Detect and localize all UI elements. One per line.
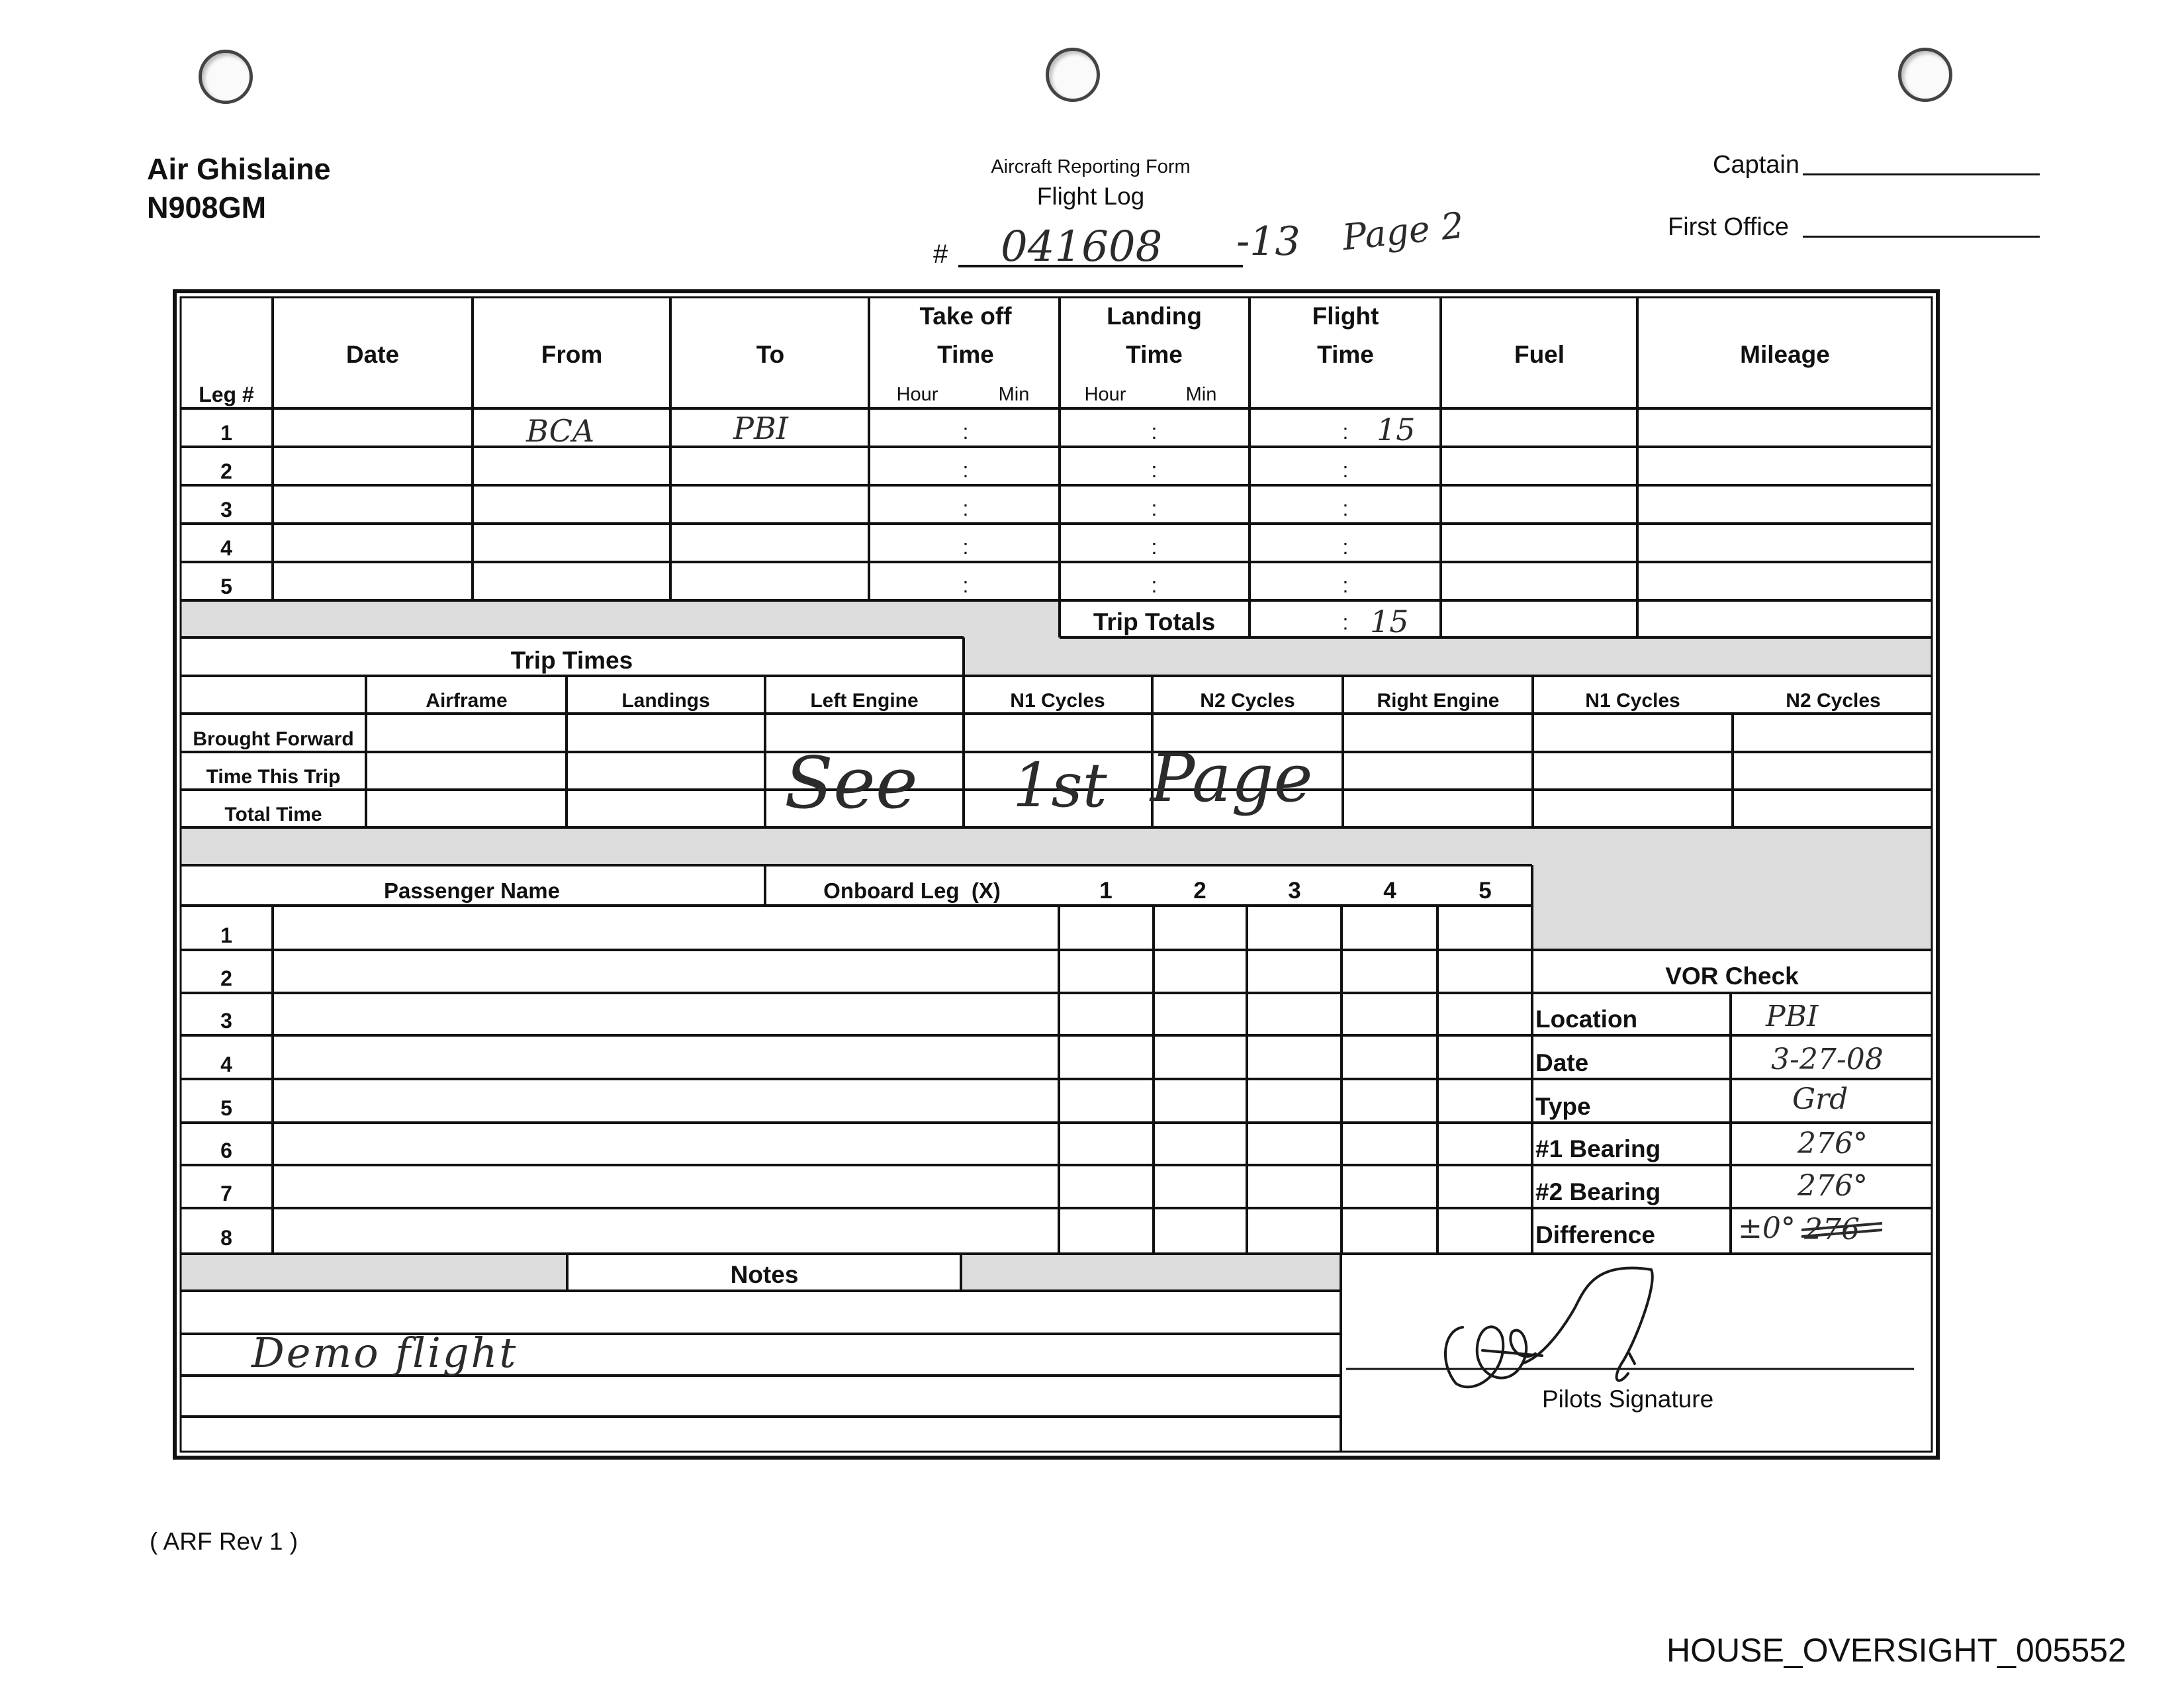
svg-text::: : [1342,610,1349,634]
notes-title: Notes [730,1261,799,1288]
leg1-from: BCA [526,413,595,449]
brought-forward-label: Brought Forward [193,728,354,750]
trip-times-rows [193,728,353,825]
onboard-leg-header: Onboard Leg (X) [823,878,1001,903]
passenger-row: 6 [220,1139,232,1162]
svg-text::: : [1151,535,1158,559]
flight-header-2: Time [1317,341,1374,368]
svg-text::: : [962,573,969,597]
svg-text::: : [1151,420,1158,444]
passenger-row: 2 [220,966,232,990]
vor-date-label: Date [1535,1049,1589,1076]
vor-bearing1-label: #1 Bearing [1535,1135,1661,1162]
log-number: 041608 [1001,222,1163,271]
totals-band-right [964,637,1932,676]
handwritten-first: 1st [1013,750,1107,821]
bates-number: HOUSE_OVERSIGHT_005552 [1666,1632,2126,1669]
landing-min-label: Min [1185,384,1217,405]
svg-text::: : [1151,458,1158,482]
vor-check-title: VOR Check [1665,962,1799,990]
notes-band-left [181,1254,567,1291]
notes-band-right [961,1254,1341,1291]
svg-text::: : [1342,573,1349,597]
svg-text::: : [1342,496,1349,520]
trip-totals-min: 15 [1370,604,1409,639]
log-number-prefix: # [933,240,948,269]
vor-difference-struck: 276 [1804,1213,1860,1246]
captain-label: Captain [1713,151,1799,179]
to-header: To [756,341,785,368]
passenger-row: 3 [220,1009,232,1033]
revision-label: ( ARF Rev 1 ) [150,1528,298,1555]
passenger-row: 5 [220,1096,232,1120]
svg-text::: : [962,420,969,444]
vor-location-label: Location [1535,1006,1638,1033]
vor-difference-value: ±0° [1738,1211,1796,1245]
pax-right-band [1532,865,1932,950]
landing-hour-label: Hour [1084,384,1126,405]
takeoff-hour-label: Hour [896,384,938,405]
passenger-row: 7 [220,1182,232,1205]
svg-text::: : [962,535,969,559]
passenger-row: 1 [220,923,232,947]
svg-text::: : [962,496,969,520]
leg1-flight-min: 15 [1377,412,1416,447]
first-office-label: First Office [1668,213,1789,241]
vor-date-value: 3-27-08 [1771,1043,1884,1076]
leg1-to: PBI [733,410,788,446]
right-n1-header: N1 Cycles [1585,690,1680,712]
svg-text:1: 1 [1099,878,1113,904]
svg-text::: : [1342,458,1349,482]
signature-label: Pilots Signature [1542,1385,1714,1413]
vor-bearing1-value: 276° [1797,1127,1868,1160]
handwritten-page: Page [1150,739,1313,817]
log-number-suffix: -13 [1236,218,1300,265]
flight-header-1: Flight [1312,303,1379,330]
landings-header: Landings [621,690,710,712]
passenger-name-header: Passenger Name [384,878,560,903]
passenger-row: 8 [220,1226,232,1250]
vor-bearing2-value: 276° [1797,1169,1868,1203]
svg-text::: : [1151,573,1158,597]
page-note: Page 2 [1340,204,1466,259]
leg-number: 5 [220,575,232,598]
total-time-label: Total Time [224,804,322,825]
company-name: Air Ghislaine [147,152,331,186]
landing-header-2: Time [1126,341,1183,368]
svg-text:2: 2 [1193,878,1206,904]
tail-number: N908GM [147,191,267,224]
date-header: Date [345,341,400,368]
landing-header-1: Landing [1107,303,1202,330]
vor-bearing2-label: #2 Bearing [1535,1178,1661,1205]
handwritten-see: See [784,742,918,825]
vor-type-value: Grd [1792,1082,1848,1116]
passenger-row: 4 [220,1053,232,1076]
leg-header: Leg # [199,383,254,406]
trip-times-title: Trip Times [510,647,633,674]
svg-text::: : [1342,535,1349,559]
left-engine-header: Left Engine [810,690,919,712]
right-engine-header: Right Engine [1377,690,1500,712]
airframe-header: Airframe [426,690,508,712]
onboard-leg-numbers [1099,878,1491,904]
takeoff-header-2: Time [937,341,994,368]
vor-labels [1535,1006,1661,1248]
mileage-header: Mileage [1740,341,1830,368]
svg-text::: : [1151,496,1158,520]
svg-text:4: 4 [1383,878,1396,904]
form-title: Aircraft Reporting Form [991,156,1191,177]
trip-totals-label: Trip Totals [1093,608,1216,635]
time-this-trip-label: Time This Trip [206,766,341,788]
left-n2-header: N2 Cycles [1200,690,1295,712]
svg-text::: : [1342,420,1349,444]
leg-number: 2 [220,459,232,483]
vor-type-label: Type [1535,1093,1591,1120]
takeoff-header-1: Take off [919,303,1012,330]
fuel-header: Fuel [1514,341,1565,368]
vor-location-value: PBI [1766,1000,1819,1033]
takeoff-min-label: Min [998,384,1030,405]
svg-text::: : [962,458,969,482]
notes-text: Demo flight [251,1329,518,1377]
from-header: From [541,341,603,368]
svg-text:5: 5 [1479,878,1492,904]
right-n2-header: N2 Cycles [1786,690,1881,712]
mid-band [181,827,1932,865]
vor-difference-label: Difference [1535,1221,1655,1248]
leg-number: 4 [220,536,232,560]
leg-number: 3 [220,498,232,522]
passenger-row-numbers [220,923,232,1250]
leg-number: 1 [220,421,232,445]
svg-text:3: 3 [1288,878,1301,904]
totals-band-left [181,600,1060,637]
left-n1-header: N1 Cycles [1010,690,1105,712]
form-subtitle: Flight Log [1036,183,1145,210]
